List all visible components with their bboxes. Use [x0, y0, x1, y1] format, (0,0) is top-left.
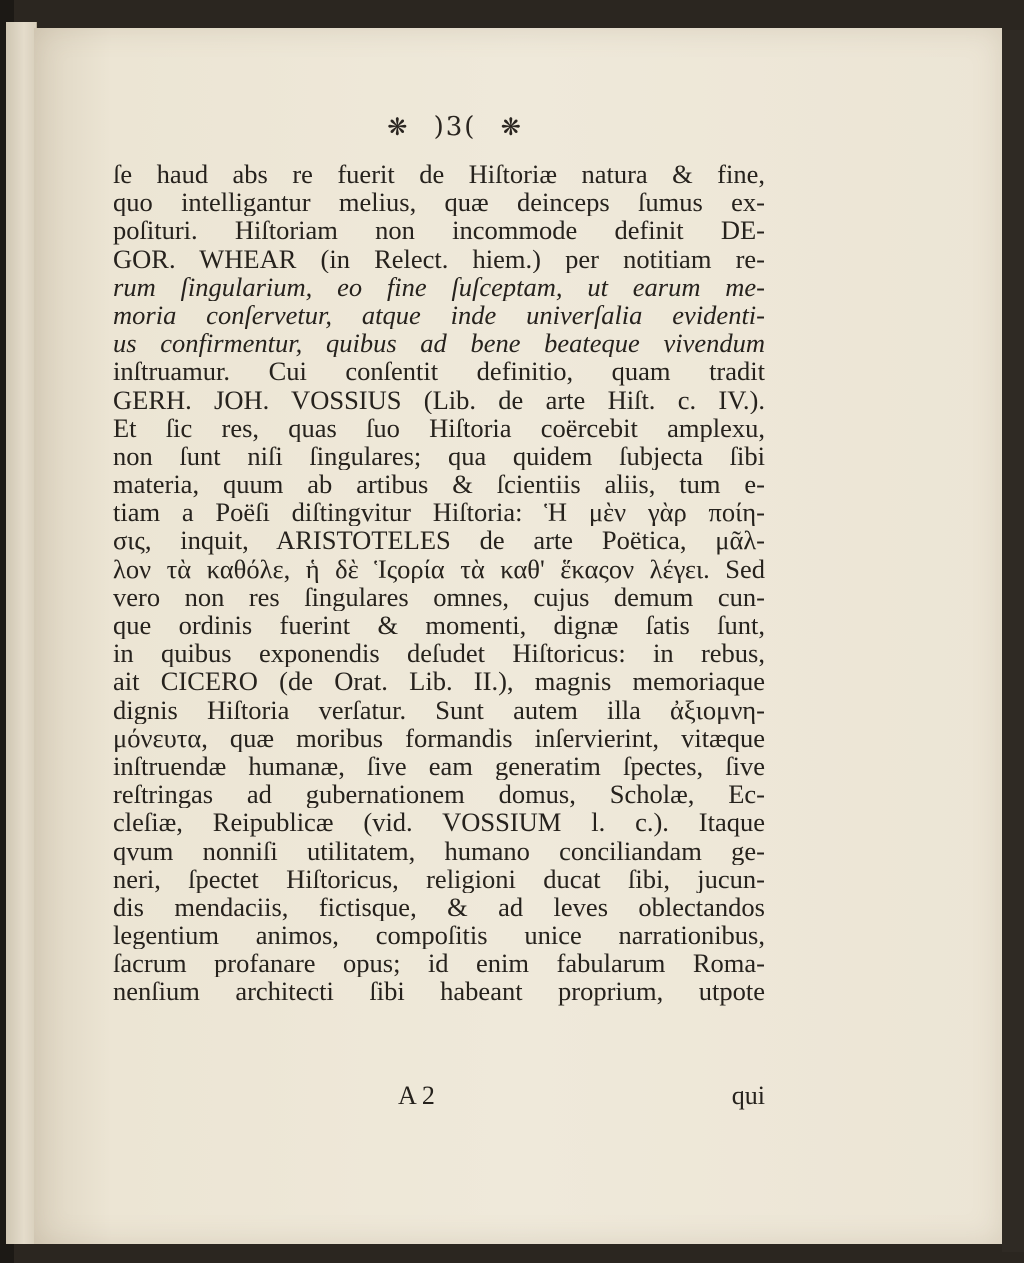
page-number: )3(: [433, 112, 477, 142]
text-line: ait CICERO (de Orat. Lib. II.), magnis memoriaque: [113, 667, 765, 696]
page-header: [330, 112, 580, 148]
text-line: que ordinis fuerint & momenti, dignæ ſatis ſunt,: [113, 611, 765, 640]
text-line: nenſium architecti ſibi habeant proprium, utpote: [113, 977, 765, 1006]
text-line: inſtruamur. Cui conſentit definitio, quam tradit: [113, 357, 765, 386]
text-line: σις, inquit, ARISTOTELES de arte Poëtica, μᾶλ-: [113, 526, 765, 555]
text-line: GERH. JOH. VOSSIUS (Lib. de arte Hiſt. c. IV.).: [113, 385, 765, 414]
page-footer: [113, 1081, 765, 1113]
text-line: vero non res ſingulares omnes, cujus demum cun-: [113, 582, 765, 611]
text-line: dis mendaciis, fictisque, & ad leves oblectandos: [113, 892, 765, 922]
ornament-left-icon: ❋: [387, 113, 410, 141]
text-line: neri, ſpectet Hiſtoricus, religioni ducat ſibi, jucun-: [113, 864, 765, 893]
text-line: inſtruendæ humanæ, ſive eam generatim ſpectes, ſive: [113, 751, 765, 781]
text-line: dignis Hiſtoria verſatur. Sunt autem illa ἀξιομνη-: [113, 695, 765, 724]
text-line: ſe haud abs re fuerit de Hiſtoriæ natura & fine,: [113, 160, 765, 189]
text-line: μόνευτα, quæ moribus formandis inſervierint, vitæque: [113, 723, 765, 752]
catchword: qui: [731, 1081, 765, 1110]
body-text: [113, 160, 765, 1006]
text-line: non ſunt niſi ſingulares; qua quidem ſubjecta ſibi: [113, 441, 765, 471]
text-line: Et ſic res, quas ſuo Hiſtoria coërcebit amplexu,: [113, 413, 765, 442]
text-line: legentium animos, compoſitis unice narrationibus,: [113, 921, 765, 950]
text-line: rum ſingularium, eo fine ſuſceptam, ut earum me-: [113, 272, 765, 301]
text-line: moria conſervetur, atque inde univerſalia evidenti-: [113, 300, 765, 330]
text-line: poſituri. Hiſtoriam non incommode definit DE-: [113, 216, 765, 245]
page-background-edge: [1002, 30, 1024, 1252]
text-line: reſtringas ad gubernationem domus, Scholæ, Ec-: [113, 780, 765, 809]
text-line: in quibus exponendis deſudet Hiſtoricus: in rebus,: [113, 639, 765, 668]
text-line: λον τὰ καθόλε, ἡ δὲ Ἱςορία τὰ καθ' ἕκαςον λέγει. Sed: [113, 554, 765, 583]
text-line: cleſiæ, Reipublicæ (vid. VOSSIUM l. c.). Itaque: [113, 808, 765, 837]
text-line: tiam a Poëſi diſtingvitur Hiſtoria: Ἡ μὲν γὰρ ποίη-: [113, 498, 765, 527]
facing-page-edge: [6, 22, 37, 1244]
text-line: ſacrum profanare opus; id enim fabularum Roma-: [113, 949, 765, 978]
text-line: GOR. WHEAR (in Relect. hiem.) per notitiam re-: [113, 244, 765, 273]
text-line: qvum nonniſi utilitatem, humano conciliandam ge-: [113, 836, 765, 865]
signature-mark: A 2: [398, 1081, 435, 1110]
ornament-right-icon: ❋: [500, 113, 523, 141]
text-line: us confirmentur, quibus ad bene beateque vivendum: [113, 329, 765, 358]
text-line: materia, quum ab artibus & ſcientiis aliis, tum e-: [113, 470, 765, 499]
text-line: quo intelligantur melius, quæ deinceps ſumus ex-: [113, 188, 765, 217]
